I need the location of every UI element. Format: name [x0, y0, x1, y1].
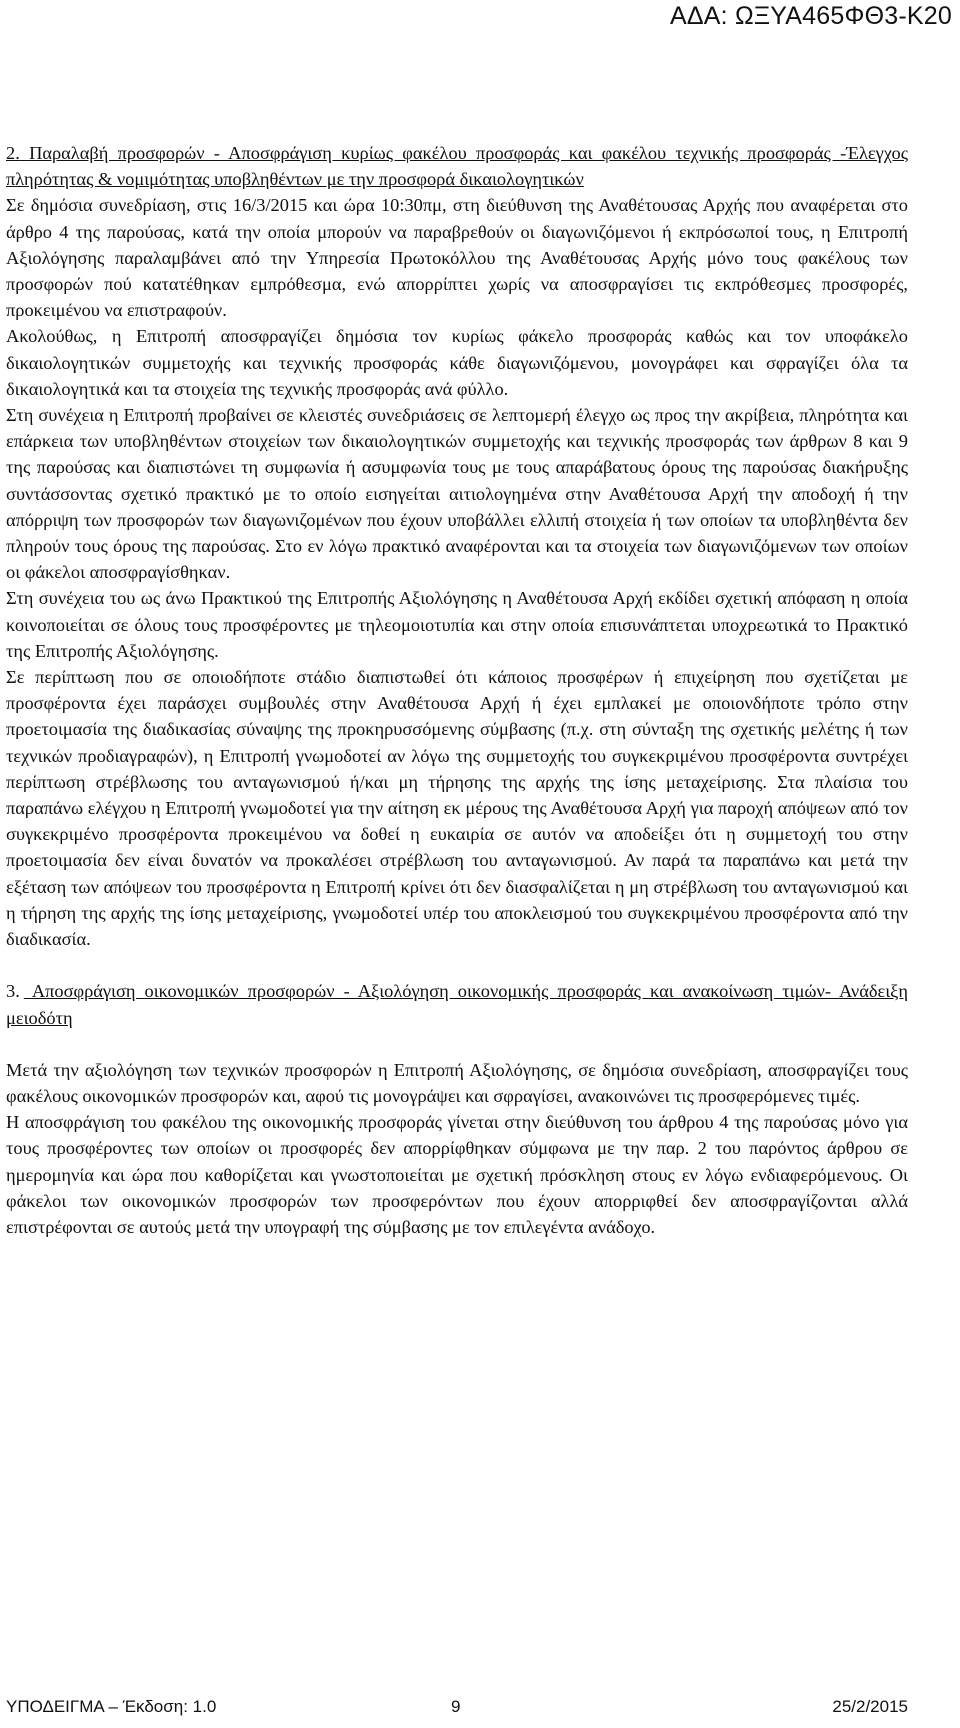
section-2-paragraph: Ακολούθως, η Επιτροπή αποσφραγίζει δημόσια τον κυρίως φάκελο προσφοράς καθώς και τον υποφάκελο δικαιολογητικών συμμετοχής και τεχνικής προσφοράς κάθε διαγωνιζόμενου, μονογράφει και σφραγίζει όλα τα δικαιολογητικά και τα στοιχεία της τεχνικής προσφοράς ανά φύλλο. [6, 326, 908, 399]
section-3-title: Αποσφράγιση οικονομικών προσφορών - Αξιολόγηση οικονομικής προσφοράς και ανακοίνωση τιμών- Ανάδειξη μειοδότη [6, 981, 908, 1028]
section-2-title: Παραλαβή προσφορών - Αποσφράγιση κυρίως φακέλου προσφοράς και φακέλου τεχνικής προσφοράς -Έλεγχος πληρότητας & νομιμότητας υποβληθέντων με την προσφορά δικαιολογητικών [6, 143, 908, 190]
section-2-heading [6, 140, 908, 192]
section-3-number: 3. [6, 981, 20, 1002]
section-2-number: 2. [6, 143, 20, 163]
footer-date: 25/2/2015 [832, 1697, 908, 1716]
document-body [6, 140, 908, 1240]
ada-code: ΑΔΑ: ΩΞΥΑ465ΦΘ3-Κ20 [670, 2, 952, 30]
section-2-paragraph: Στη συνέχεια η Επιτροπή προβαίνει σε κλειστές συνεδριάσεις σε λεπτομερή έλεγχο ως προς την ακρίβεια, πληρότητα και επάρκεια των υποβληθέντων στοιχείων των δικαιολογητικών συμμετοχής και τεχνικής προσφοράς των άρθρων 8 και 9 της παρούσας και διαπιστώνει τη συμφωνία ή ασυμφωνία τους με τους απαράβατους όρους της παρούσας διακήρυξης συντάσσοντας σχετικό πρακτικό με το οποίο εισηγείται αιτιολογημένα στην Αναθέτουσα Αρχή την αποδοχή ή την απόρριψη των προσφορών των διαγωνιζομένων που έχουν υποβάλλει ελλιπή στοιχεία ή των οποίων τα υποβληθέντα δεν πληρούν τους όρους της παρούσας. Στο εν λόγω πρακτικό αναφέρονται και τα στοιχεία των διαγωνιζόμενων των οποίων οι φάκελοι αποσφραγίσθηκαν. [6, 405, 908, 583]
section-3-paragraph: Η αποσφράγιση του φακέλου της οικονομικής προσφοράς γίνεται στην διεύθυνση του άρθρου 4 της παρούσας μόνο για τους προσφέροντες των οποίων οι προσφορές δεν απορρίφθηκαν σύμφωνα με την παρ. 2 του παρόντος άρθρου σε ημερομηνία και ώρα που καθορίζεται και γνωστοποιείται με σχετική πρόσκληση στους εν λόγω ενδιαφερόμενους. Οι φάκελοι των οικονομικών προσφορών των προσφερόντων που έχουν απορριφθεί δεν αποσφραγίζονται αλλά επιστρέφονται σε αυτούς μετά την υπογραφή της σύμβασης με τον επιλεγέντα ανάδοχο. [6, 1112, 908, 1237]
section-2-paragraph: Σε δημόσια συνεδρίαση, στις 16/3/2015 και ώρα 10:30πμ, στη διεύθυνση της Αναθέτουσας Αρχής που αναφέρεται στο άρθρο 4 της παρούσας, κατά την οποία μπορούν να παραβρεθούν οι διαγωνιζόμενοι ή εκπρόσωποί τους, η Επιτροπή Αξιολόγησης παραλαμβάνει από την Υπηρεσία Πρωτοκόλλου της Αναθέτουσας Αρχής μόνο τους φακέλους των προσφορών πού κατατέθηκαν εμπρόθεσμα, ενώ απορρίπτει χωρίς να αποσφραγίσει τις εκπρόθεσμες προσφορές, προκειμένου να επιστραφούν. [6, 195, 908, 321]
section-2-paragraph: Στη συνέχεια του ως άνω Πρακτικού της Επιτροπής Αξιολόγησης η Αναθέτουσα Αρχή εκδίδει σχετική απόφαση η οποία κοινοποιείται σε όλους τους προσφέροντες με τηλεομοιοτυπία και στην οποία επισυνάπτεται υποχρεωτικά το Πρακτικό της Επιτροπής Αξιολόγησης. [6, 588, 908, 661]
footer-page-number: 9 [451, 1697, 461, 1716]
section-3-heading [6, 978, 908, 1030]
footer-template-version: ΥΠΟΔΕΙΓΜΑ – Έκδοση: 1.0 [6, 1697, 217, 1716]
section-2-paragraph: Σε περίπτωση που σε οποιοδήποτε στάδιο διαπιστωθεί ότι κάποιος προσφέρων ή επιχείρηση που σχετίζεται με προσφέροντα έχει παράσχει συμβουλές στην Αναθέτουσα Αρχή ή έχει εμπλακεί με οποιονδήποτε τρόπο στην προετοιμασία της διαδικασίας σύναψης της προκηρυσσόμενης σύμβασης (π.χ. στη σύνταξη της σχετικής μελέτης ή των τεχνικών προδιαγραφών), η Επιτροπή γνωμοδοτεί αν λόγω της συμμετοχής του συγκεκριμένου προσφέροντα συντρέχει περίπτωση στρέβλωσης του ανταγωνισμού ή/και μη τήρησης της αρχής της ίσης μεταχείρισης. Στα πλαίσια του παραπάνω ελέγχου η Επιτροπή γνωμοδοτεί για την αίτηση εκ μέρους της Αναθέτουσα Αρχή για παροχή απόψεων από τον συγκεκριμένο προσφέροντα προκειμένου να δοθεί η ευκαιρία σε αυτόν να αποδείξει ότι η συμμετοχή του στην προετοιμασία δεν είναι δυνατόν να προκαλέσει στρέβλωση του ανταγωνισμού. Αν παρά τα παραπάνω και μετά την εξέταση των απόψεων του προσφέροντα η Επιτροπή κρίνει ότι δεν διασφαλίζεται η μη στρέβλωση του ανταγωνισμού και η τήρηση της αρχής της ίσης μεταχείρισης, γνωμοδοτεί υπέρ του αποκλεισμού του συγκεκριμένου προσφέροντα από την διαδικασία. [6, 667, 908, 950]
section-3-paragraph: Μετά την αξιολόγηση των τεχνικών προσφορών η Επιτροπή Αξιολόγησης, σε δημόσια συνεδρίαση, αποσφραγίζει τους φακέλους οικονομικών προσφορών και, αφού τις μονογράψει και σφραγίσει, ανακοινώνει τις προσφερόμενες τιμές. [6, 1059, 908, 1106]
